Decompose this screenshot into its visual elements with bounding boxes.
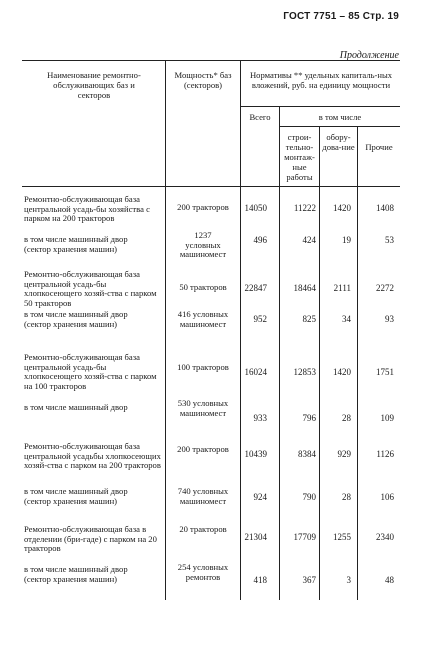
row-capacity: 416 условных машиномест [177, 309, 229, 329]
norms-divider [240, 106, 400, 107]
row-capacity: 1237 условных машиномест [179, 230, 227, 260]
row-equipment: 28 [342, 492, 351, 502]
data-table [22, 60, 400, 600]
row-total: 924 [253, 492, 267, 502]
column-divider [165, 60, 166, 600]
row-construction: 825 [302, 314, 316, 324]
row-total: 952 [253, 314, 267, 324]
row-construction: 8384 [298, 449, 316, 459]
header-total: Всего [249, 112, 271, 122]
row-construction: 790 [302, 492, 316, 502]
row-capacity: 200 тракторов [177, 202, 229, 212]
row-capacity: 100 тракторов [177, 362, 229, 372]
row-other: 53 [385, 235, 394, 245]
column-divider [357, 126, 358, 600]
header-construction: строи-тельно-монтаж-ные работы [284, 132, 315, 182]
row-capacity: 740 условных машиномест [177, 486, 229, 506]
header-name: Наименование ремонтно-обслуживающих баз и секторов [47, 70, 141, 100]
row-other: 48 [385, 575, 394, 585]
continuation-label: Продолжение [339, 50, 399, 61]
row-construction: 18464 [293, 283, 316, 293]
row-other: 109 [380, 413, 394, 423]
row-name: Ремонтно-обслуживающая база центральной усадь-бы хозяйства с парком на 200 тракторов [24, 194, 150, 224]
page-header: ГОСТ 7751 – 85 Стр. 19 [283, 11, 399, 22]
row-construction: 796 [302, 413, 316, 423]
row-capacity: 530 условных машиномест [177, 398, 229, 418]
subheader-divider [279, 126, 400, 127]
row-other: 1751 [376, 367, 394, 377]
column-divider [319, 126, 320, 600]
table-top-rule [22, 60, 400, 61]
row-name: в том числе машинный двор (сектор хранения машин) [24, 564, 128, 584]
row-equipment: 1255 [333, 532, 351, 542]
row-construction: 367 [302, 575, 316, 585]
header-bottom-rule [22, 186, 400, 187]
row-other: 106 [380, 492, 394, 502]
row-construction: 11222 [293, 203, 316, 213]
row-other: 93 [385, 314, 394, 324]
row-name: Ремонтно-обслуживающая база центральной усадь-бы хлопкосеющего хозяй-ства с парком 50 тракторов [24, 269, 157, 308]
row-total: 933 [253, 413, 267, 423]
row-name: в том числе машинный двор (сектор хранения машин) [24, 486, 128, 506]
row-equipment: 929 [337, 449, 351, 459]
row-name: в том числе машинный двор (сектор хранения машин) [24, 234, 128, 254]
row-name: в том числе машинный двор [24, 402, 128, 412]
row-equipment: 2111 [333, 283, 351, 293]
row-name: в том числе машинный двор (сектор хранения машин) [24, 309, 128, 329]
row-equipment: 28 [342, 413, 351, 423]
row-total: 10439 [244, 449, 267, 459]
header-including: в том числе [318, 112, 362, 122]
row-other: 2340 [376, 532, 394, 542]
header-capacity: Мощность* баз (секторов) [174, 70, 232, 90]
row-equipment: 1420 [333, 367, 351, 377]
row-capacity: 20 тракторов [179, 524, 227, 534]
row-construction: 17709 [293, 532, 316, 542]
row-name: Ремонтно-обслуживающая база центральной усадьбы хлопкосеющих хозяй-ства с парком на 200 тракторов [24, 441, 161, 471]
header-equipment: обору-дова-ние [322, 132, 355, 152]
row-equipment: 3 [346, 575, 351, 585]
row-capacity: 254 условных ремонтов [177, 562, 229, 582]
row-other: 1126 [376, 449, 394, 459]
row-equipment: 1420 [333, 203, 351, 213]
row-other: 1408 [376, 203, 394, 213]
row-total: 16024 [244, 367, 267, 377]
row-other: 2272 [376, 283, 394, 293]
row-total: 22847 [244, 283, 267, 293]
row-construction: 424 [302, 235, 316, 245]
row-construction: 12853 [293, 367, 316, 377]
row-name: Ремонтно-обслуживающая база центральной усадь-бы хлопкосеющего хозяй-ства с парком на 100 тракторов [24, 352, 157, 391]
header-norms: Нормативы ** удельных капиталь-ных вложений, руб. на единицу мощности [249, 70, 393, 90]
row-total: 418 [253, 575, 267, 585]
row-total: 21304 [244, 532, 267, 542]
row-capacity: 50 тракторов [179, 282, 227, 292]
header-other: Прочие [365, 142, 393, 152]
row-name: Ремонтно-обслуживающая база в отделении (бри-гаде) с парком на 20 тракторов [24, 524, 157, 554]
row-equipment: 34 [342, 314, 351, 324]
row-total: 14050 [244, 203, 267, 213]
row-equipment: 19 [342, 235, 351, 245]
row-capacity: 200 тракторов [177, 444, 229, 454]
row-total: 496 [253, 235, 267, 245]
column-divider [240, 60, 241, 600]
